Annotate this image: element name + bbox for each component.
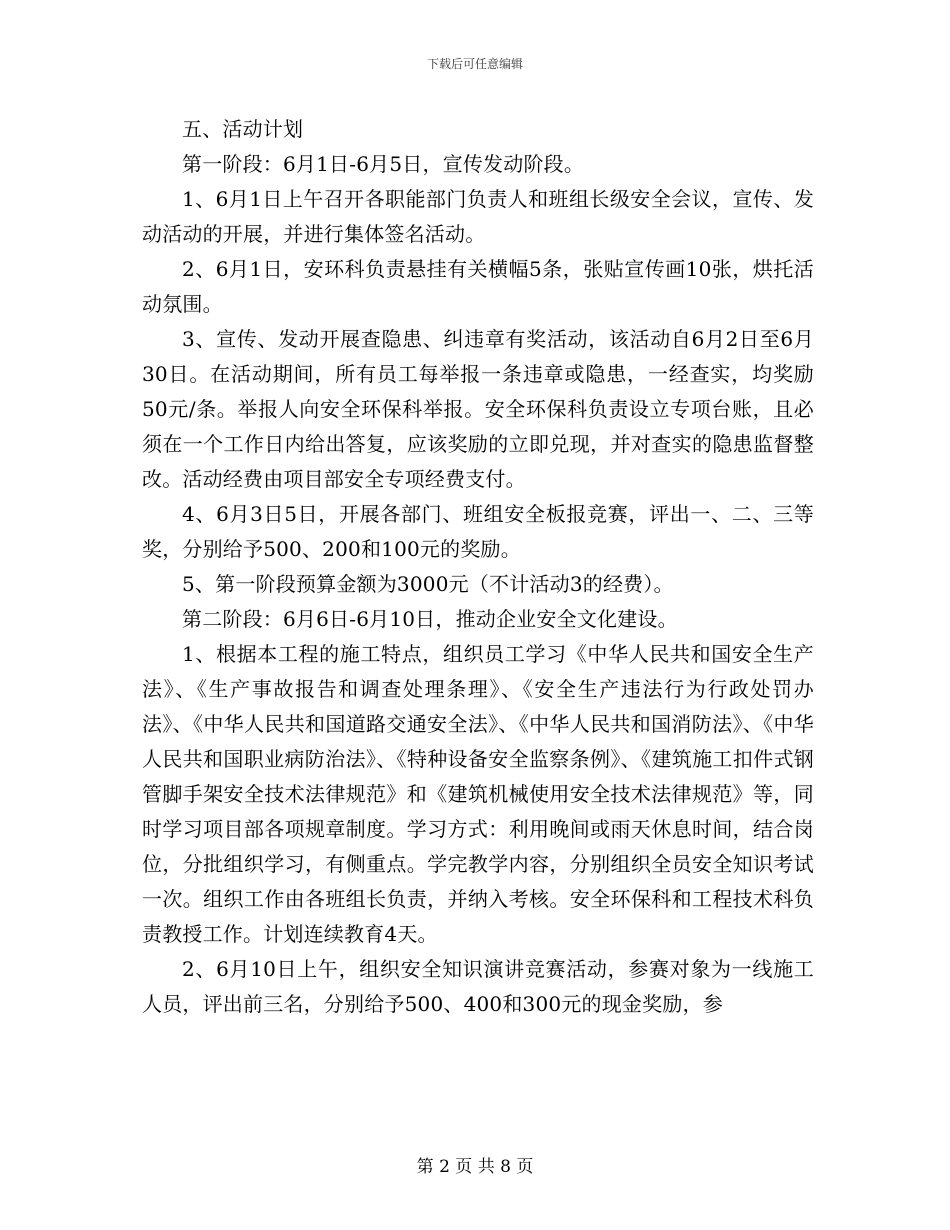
paragraph: 5、第一阶段预算金额为3000元（不计活动3的经费）。 [182,572,674,596]
paragraph: 1、6月1日上午召开各职能部门负责人和班组长级安全会议，宣传、发动活动的开展，并进行集体签名活动。 [142,187,814,246]
paragraph: 第一阶段：6月1日-6月5日，宣传发动阶段。 [182,152,585,176]
page-number: 第 2 页 共 8 页 [416,1157,534,1177]
paragraph: 2、6月1日，安环科负责悬挂有关横幅5条，张贴宣传画10张，烘托活动氛围。 [142,257,814,316]
paragraph: 1、根据本工程的施工特点，组织员工学习《中华人民共和国安全生产法》、《生产事故报告和调查处理条理》、《安全生产违法行为行政处罚办法》、《中华人民共和国道路交通安全法》、《中华人民共和国消防法》、《中华人民共和国职业病防治法》、《特种设备安全监察条例》、《建筑施工扣件式钢管脚手架安全技术法律规范》和《建筑机械使用安全技术法律规范》等，同时学习项目部各项规章制度。学习方式：利用晚间或雨天休息时间，结合岗位，分批组织学习，有侧重点。学完教学内容，分别组织全员安全知识考试一次。组织工作由各班组长负责，并纳入考核。安全环保科和工程技术科负责教授工作。计划连续教育4天。 [142,642,814,946]
document-body [142,112,814,1022]
paragraph: 3、宣传、发动开展查隐患、纠违章有奖活动，该活动自6月2日至6月30日。在活动期间，所有员工每举报一条违章或隐患，一经查实，均奖励50元/条。举报人向安全环保科举报。安全环保科负责设立专项台账，且必须在一个工作日内给出答复，应该奖励的立即兑现，并对查实的隐患监督整改。活动经费由项目部安全专项经费支付。 [142,327,814,491]
page-header: 下载后可任意编辑 [426,57,523,71]
paragraph: 第二阶段：6月6日-6月10日，推动企业安全文化建设。 [182,607,678,631]
section-heading: 五、活动计划 [182,117,304,141]
paragraph: 2、6月10日上午，组织安全知识演讲竞赛活动，参赛对象为一线施工人员，评出前三名，分别给予500、400和300元的现金奖励，参 [142,957,814,1016]
paragraph: 4、6月3日5日，开展各部门、班组安全板报竞赛，评出一、二、三等奖，分别给予500、200和100元的奖励。 [142,502,814,561]
